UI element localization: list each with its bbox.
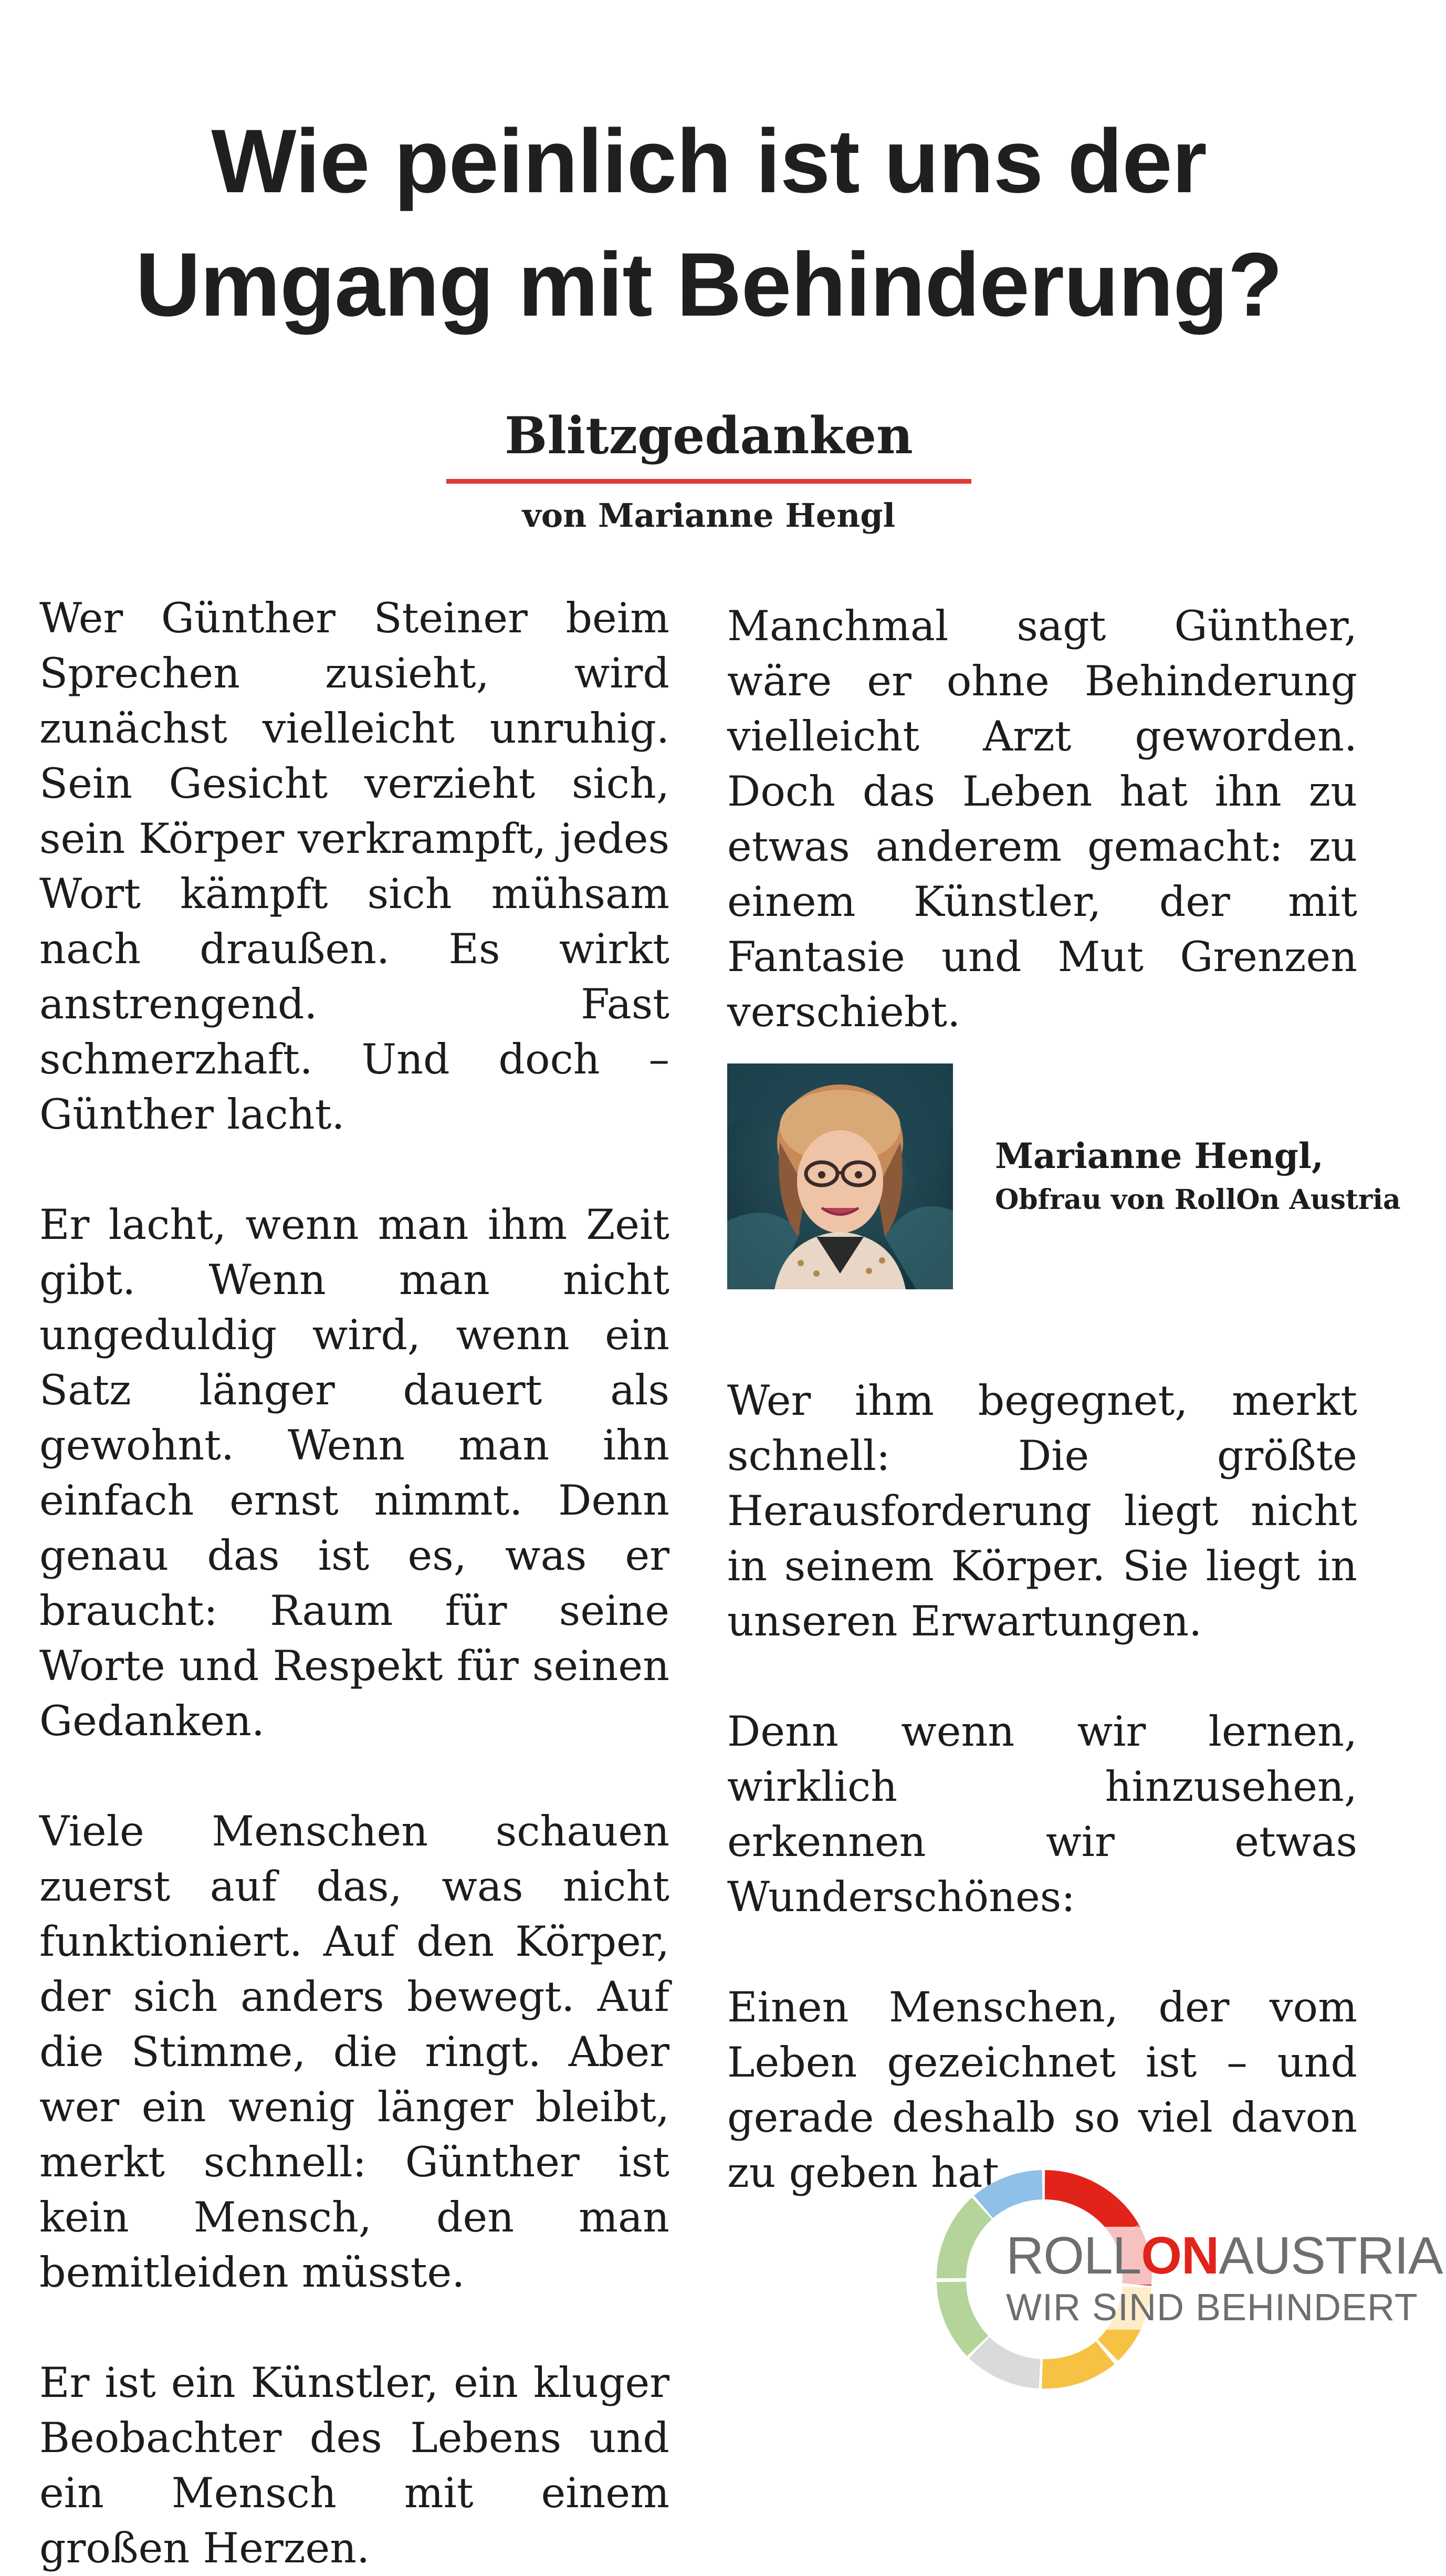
- right-column-top: [727, 599, 1357, 1040]
- right-paragraph-2: Wer ihm begegnet, merkt schnell: Die größte Herausforderung liegt nicht in seinem Körper. Sie liegt in unseren Erwartungen.: [727, 1376, 1357, 1645]
- logo-tagline: WIR SIND BEHINDERT: [1003, 2286, 1421, 2330]
- logo-wordmark: [1003, 2227, 1446, 2285]
- author-photo: [727, 1063, 953, 1289]
- right-column-bottom: [727, 1373, 1357, 2200]
- left-column: [39, 591, 669, 2576]
- logo-word-on: ON: [1141, 2226, 1219, 2285]
- right-paragraph-4: Einen Menschen, der vom Leben gezeichnet ist – und gerade deshalb so viel davon zu geben hat.: [727, 1983, 1357, 2197]
- article-title-line-2: Umgang mit Behinderung?: [135, 234, 1283, 335]
- right-paragraph-1: Manchmal sagt Günther, wäre er ohne Behinderung vielleicht Arzt geworden. Doch das Leben hat ihn zu etwas anderem gemacht: zu einem Künstler, der mit Fantasie und Mut Grenzen verschiebt.: [727, 602, 1357, 1036]
- left-paragraph-2: Er lacht, wenn man ihm Zeit gibt. Wenn man nicht ungeduldig wird, wenn ein Satz länger dauert als gewohnt. Wenn man ihn einfach ernst nimmt. Denn genau das ist es, was er braucht: Raum für seine Worte und Respekt für seinen Gedanken.: [39, 1201, 669, 1745]
- rollon-austria-logo: [929, 2164, 1443, 2395]
- author-name: Marianne Hengl,: [995, 1135, 1324, 1176]
- column-name: Blitzgedanken: [505, 406, 913, 465]
- left-paragraph-1: Wer Günther Steiner beim Sprechen zusieht, wird zunächst vielleicht unruhig. Sein Gesicht verzieht sich, sein Körper verkrampft, jedes Wort kämpft sich mühsam nach draußen. Es wirkt anstrengend. Fast schmerzhaft. Und doch – Günther lacht.: [39, 594, 669, 1139]
- byline: von Marianne Hengl: [522, 496, 896, 535]
- logo-word-roll: ROLL: [1006, 2226, 1141, 2285]
- logo-word-austria: AUSTRIA: [1219, 2226, 1443, 2285]
- article-title: [53, 100, 1365, 347]
- author-portrait-icon: [727, 1063, 953, 1289]
- red-divider: [446, 479, 971, 484]
- article-title-line-1: Wie peinlich ist uns der: [211, 111, 1207, 212]
- author-role: Obfrau von RollOn Austria: [995, 1184, 1401, 1216]
- left-paragraph-4: Er ist ein Künstler, ein kluger Beobachter des Lebens und ein Mensch mit einem großen Herzen.: [39, 2359, 669, 2572]
- left-paragraph-3: Viele Menschen schauen zuerst auf das, was nicht funktioniert. Auf den Körper, der sich anders bewegt. Auf die Stimme, die ringt. Aber wer ein wenig länger bleibt, merkt schnell: Günther ist kein Mensch, den man bemitleiden müsste.: [39, 1807, 669, 2297]
- right-paragraph-3: Denn wenn wir lernen, wirklich hinzusehen, erkennen wir etwas Wunderschönes:: [727, 1707, 1357, 1921]
